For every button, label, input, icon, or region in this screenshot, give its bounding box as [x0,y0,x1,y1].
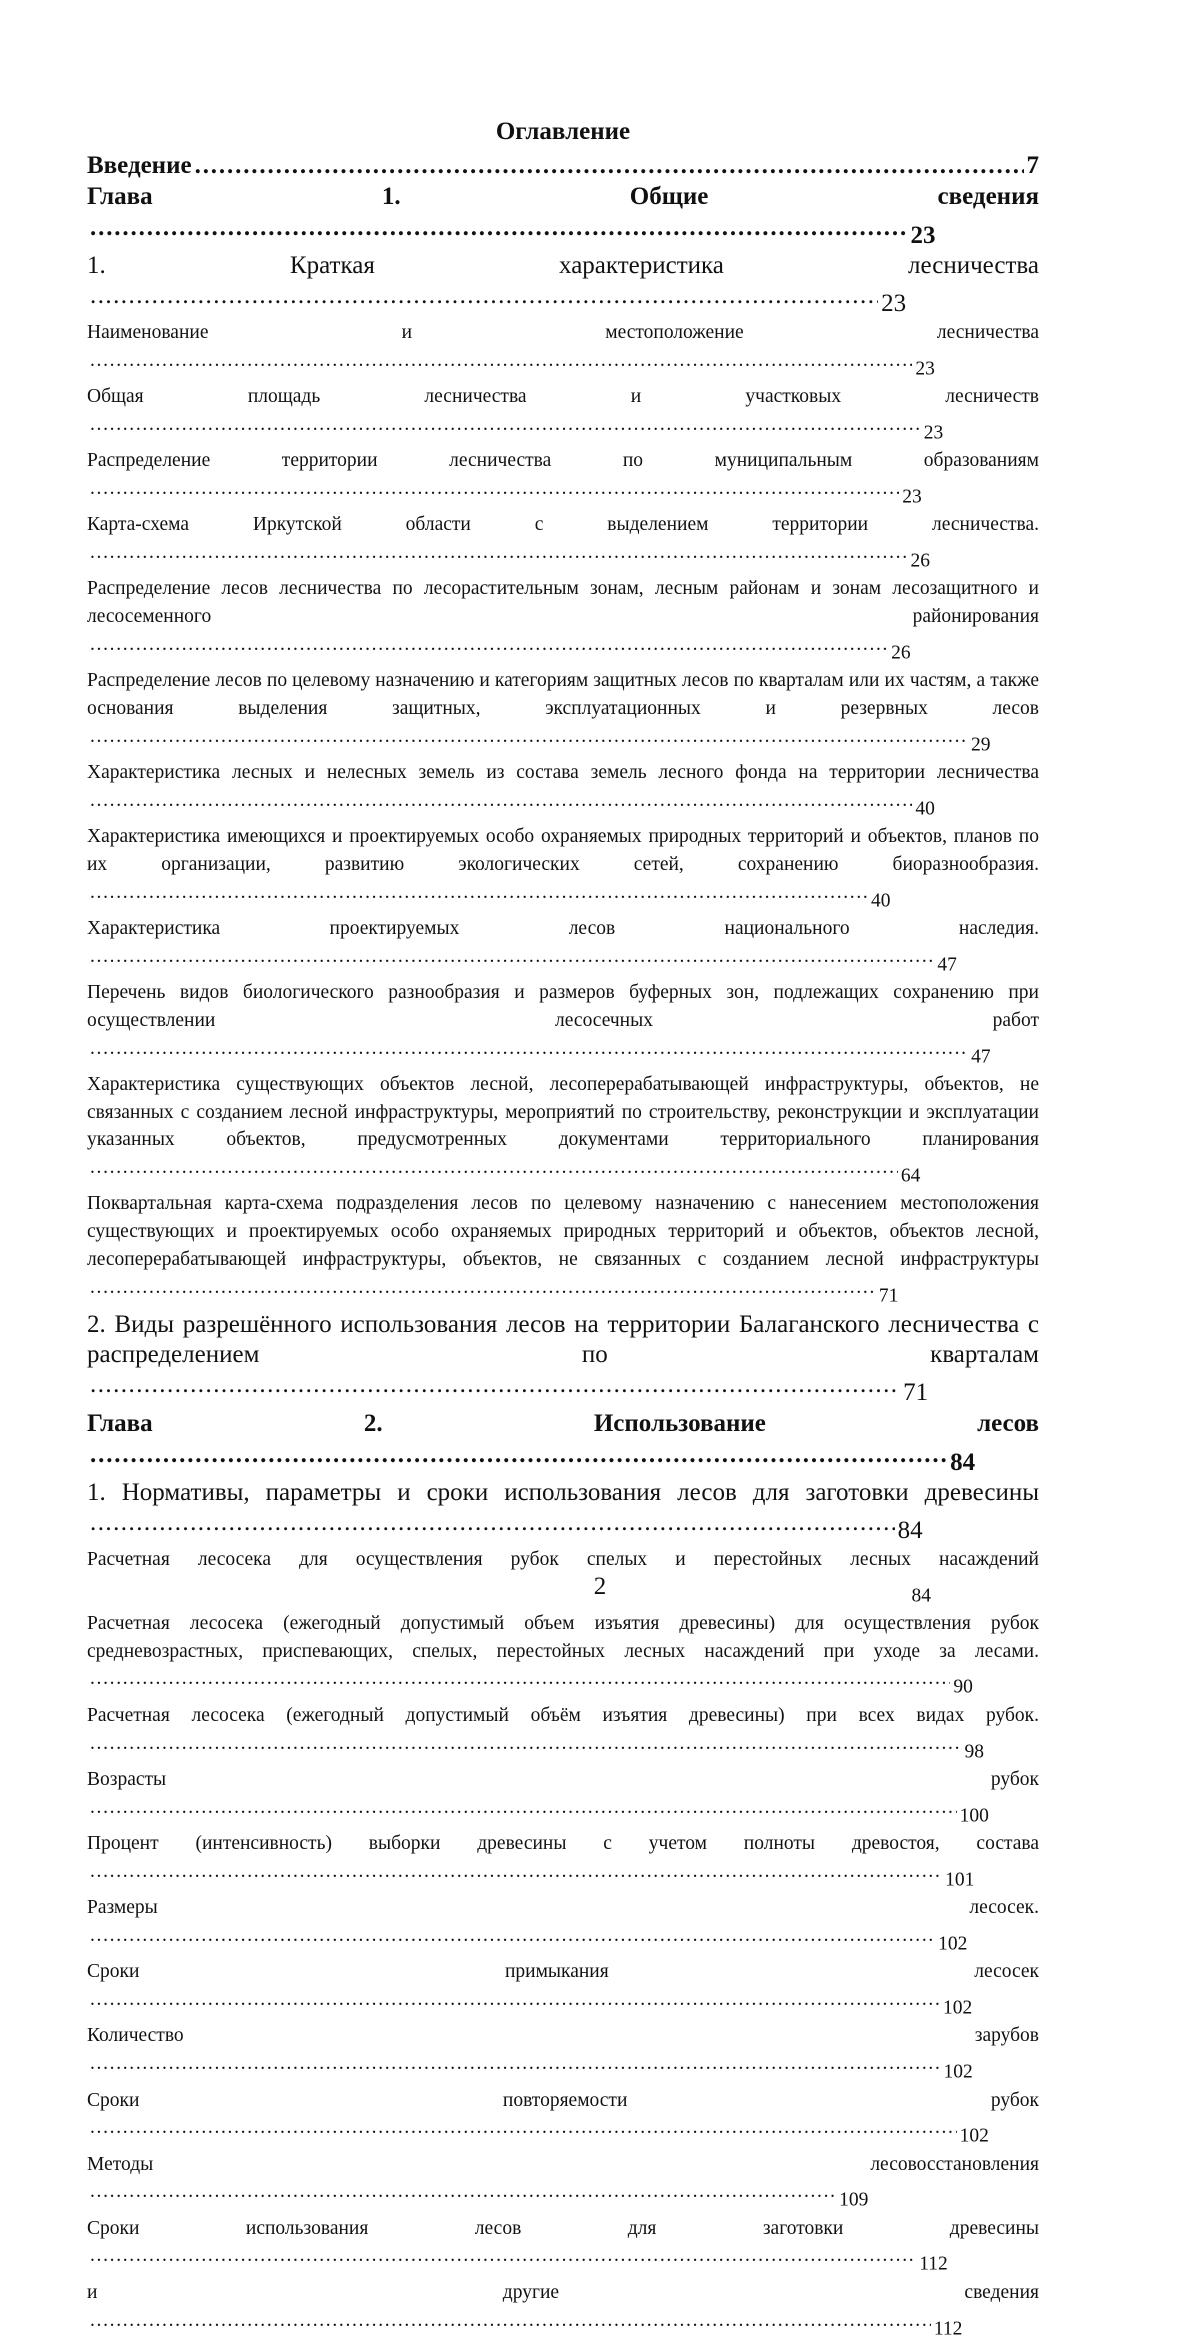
toc-leader-dots [90,787,912,815]
toc-entry[interactable] [87,667,1039,759]
toc-leader-dots [90,2242,916,2270]
toc-entry-title: Возрасты рубок [87,1768,1039,1790]
toc-entry-title: и другие сведения [87,2281,1039,2303]
toc-leader-dots [90,1370,900,1400]
toc-entry[interactable] [87,2279,1039,2343]
toc-entry-page: 100 [959,1805,989,1827]
toc-entry-page: 71 [903,1378,929,1406]
toc-entry-title: Характеристика лесных и нелесных земель из состава земель лесного фонда на территории лесничества [87,762,1039,784]
toc-leader-dots [90,1035,968,1063]
toc-leader-dots [90,1508,895,1538]
toc-entry[interactable] [87,1478,1039,1546]
toc-entry-title: Общая площадь лесничества и участковых лесничеств [87,386,1039,408]
toc-entry-page: 26 [910,550,930,572]
toc-leader-dots [90,411,921,439]
toc-leader-dots [90,539,907,567]
toc-heading: Оглавление [495,118,631,145]
toc-entry[interactable] [87,1958,1039,2022]
toc-entry[interactable] [87,2087,1039,2151]
toc-entry-title: Глава 1. Общие сведения [87,183,1039,210]
toc-entry-page: 40 [871,890,891,912]
toc-entry-title: Глава 2. Использование лесов [87,1409,1039,1437]
toc-leader-dots [90,1986,940,2014]
toc-entry-title: Характеристика проектируемых лесов национального наследия. [87,917,1039,939]
toc-entry-title: 1. Нормативы, параметры и сроки использования лесов для заготовки древесины [87,1478,1039,1506]
toc-entry-page: 40 [915,798,935,820]
toc-entry-title: Сроки использования лесов для заготовки древесины [87,2217,1039,2239]
toc-entry[interactable] [87,1830,1039,1894]
toc-entry[interactable] [87,1766,1039,1830]
toc-entry[interactable] [87,1310,1039,1408]
toc-entry-page: 102 [943,2061,973,2083]
toc-entry-title: Методы лесовосстановления [87,2153,1039,2175]
toc-leader-dots [90,1665,950,1693]
toc-entry[interactable] [87,823,1039,915]
toc-leader-dots [90,2114,957,2142]
toc-entry-title: Расчетная лесосека (ежегодный допустимый объём изъятия древесины) при всех видах рубок. [87,1704,1039,1726]
toc-entry-title: Введение [87,152,192,179]
toc-leader-dots [90,879,868,907]
toc-leader-dots [90,631,888,659]
toc-leader-dots [90,943,934,971]
toc-entry-page: 84 [950,1448,976,1476]
toc-entry-title: Процент (интенсивность) выборки древесины с учетом полноты древостоя, состава [87,1833,1039,1855]
toc-leader-dots [90,2178,836,2206]
toc-entry-title: Расчетная лесосека (ежегодный допустимый объем изъятия древесины) для осуществления рубок средневозрастных, приспевающих, спелых, перестойных лесных насаждений при уходе за лесами. [87,1613,1039,1662]
toc-entry-page: 98 [964,1741,984,1763]
toc-entry-page: 112 [933,2318,963,2340]
toc-entry-title: Характеристика имеющихся и проектируемых особо охраняемых природных территорий и объектов, планов по их организации, развитию экологических сетей, сохранению биоразнообразия. [87,826,1039,875]
toc-entry-title: Перечень видов биологического разнообразия и размеров буферных зон, подлежащих сохранению при осуществлении лесосечных работ [87,982,1039,1031]
toc-entry-title: Наименование и местоположение лесничества [87,322,1039,343]
toc-leader-dots [90,281,878,311]
toc-entry-page: 29 [971,734,991,756]
toc-entry-title: Поквартальная карта-схема подразделения лесов по целевому назначению с нанесением местоположения существующих и проектируемых особо охраняемых природных территорий и объектов, объектов лесной, лесоперерабатывающей инфраструктуры, объектов, не связанных с созданием лесной инфраструктуры [87,1193,1039,1270]
toc-entry[interactable] [87,1610,1039,1702]
table-of-contents [87,150,1039,2343]
toc-entry-page: 109 [839,2190,869,2212]
toc-entry-title: Сроки примыкания лесосек [87,1961,1039,1983]
toc-entry-page: 47 [971,1046,991,1068]
toc-leader-dots [90,1730,961,1758]
toc-entry[interactable] [87,1408,1039,1478]
toc-entry-page: 102 [959,2125,989,2147]
toc-leader-dots [90,1858,942,1886]
toc-entry-page: 64 [900,1165,921,1187]
toc-leader-dots [90,2307,931,2335]
toc-leader-dots [195,150,1024,181]
toc-leader-dots [90,2050,941,2078]
toc-leader-dots [90,1274,876,1302]
toc-entry-page: 7 [1026,152,1039,179]
toc-entry-page: 102 [942,1997,973,2019]
toc-entry-title: Размеры лесосек. [87,1897,1039,1919]
toc-entry-title: Характеристика существующих объектов лесной, лесоперерабатывающей инфраструктуры, объектов, не связанных с созданием лесной инфраструктуры, мероприятий по строительству, реконструкции и эксплуатации указанных объектов, предусмотренных документами территориального планирования [87,1073,1039,1151]
page-number: 2 [593,1573,607,1600]
toc-entry[interactable] [87,1894,1039,1958]
toc-entry[interactable] [87,1190,1039,1310]
toc-entry-page: 84 [897,1516,923,1544]
toc-entry-page: 23 [910,222,936,249]
toc-entry-page: 90 [953,1677,973,1699]
toc-entry-page: 101 [945,1869,975,1891]
toc-entry-page: 23 [915,358,935,380]
toc-entry[interactable] [87,251,1039,319]
toc-entry[interactable] [87,1071,1039,1191]
toc-leader-dots [90,212,908,243]
toc-entry-title: Сроки повторяемости рубок [87,2089,1039,2111]
toc-entry[interactable] [87,383,1039,447]
toc-entry-page: 71 [878,1285,899,1307]
toc-entry-page: 112 [919,2254,948,2276]
toc-entry[interactable] [87,511,1039,575]
toc-entry[interactable] [87,575,1039,667]
toc-entry-title: 2. Виды разрешённого использования лесов на территории Балаганского лесничества с распределением по кварталам [87,1310,1039,1368]
toc-leader-dots [90,1439,947,1470]
toc-entry-title: Распределение лесов по целевому назначению и категориям защитных лесов по кварталам или их частям, а также основания выделения защитных, эксплуатационных и резервных лесов [87,670,1039,719]
toc-entry[interactable] [87,150,1039,181]
toc-leader-dots [90,723,968,751]
toc-leader-dots [90,1922,935,1950]
toc-leader-dots [90,347,912,375]
toc-entry-page: 26 [891,642,911,664]
toc-entry[interactable] [87,979,1039,1071]
toc-entry[interactable] [87,2151,1039,2215]
toc-entry[interactable] [87,915,1039,979]
toc-entry-title: Распределение территории лесничества по муниципальным образованиям [87,450,1039,472]
toc-entry-page: 102 [938,1933,968,1955]
toc-leader-dots [90,1154,898,1182]
toc-entry[interactable] [87,2022,1039,2086]
toc-entry-page: 23 [902,486,922,508]
toc-entry[interactable] [87,319,1039,383]
toc-entry[interactable] [87,759,1039,823]
toc-entry-page: 23 [881,290,907,317]
toc-entry[interactable] [87,2215,1039,2279]
toc-leader-dots [90,1794,957,1822]
toc-entry-title: 1. Краткая характеристика лесничества [87,252,1039,279]
toc-entry-page: 23 [923,422,944,444]
toc-entry-page: 84 [911,1585,931,1607]
toc-entry[interactable] [87,1702,1039,1766]
toc-entry-title: Распределение лесов лесничества по лесорастительным зонам, лесным районам и зонам лесозащитного и лесосеменного районирования [87,578,1039,628]
toc-entry-page: 47 [937,954,957,976]
toc-entry-title: Количество зарубов [87,2025,1039,2047]
toc-entry-title: Карта-схема Иркутской области с выделением территории лесничества. [87,514,1039,536]
toc-entry[interactable] [87,447,1039,511]
toc-leader-dots [90,475,899,503]
toc-entry[interactable] [87,181,1039,251]
toc-entry-title: Расчетная лесосека для осуществления рубок спелых и перестойных лесных насаждений [87,1548,1039,1570]
